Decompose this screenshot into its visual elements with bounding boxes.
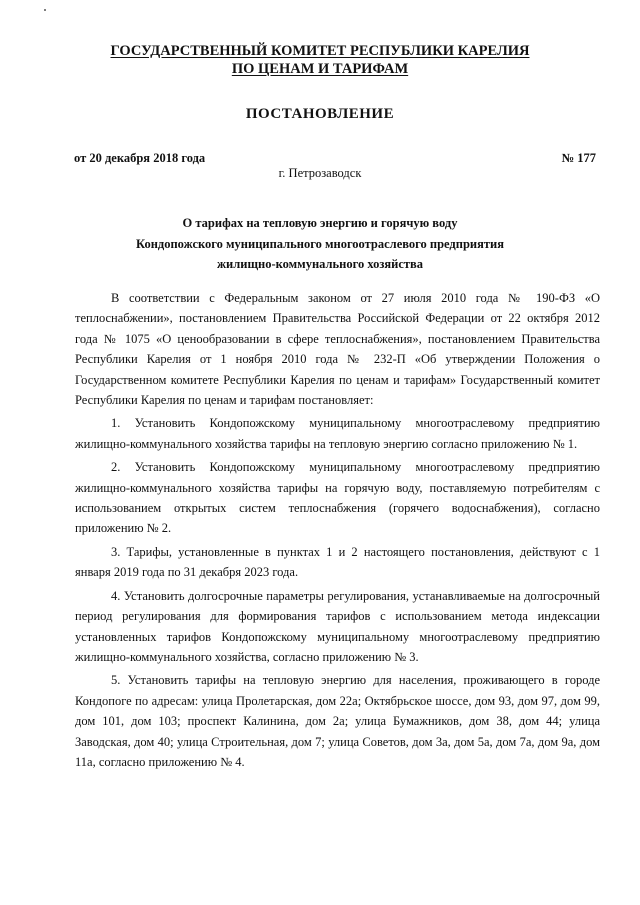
issuing-authority — [0, 42, 640, 78]
subject-line-2: Кондопожского муниципального многоотраслевого предприятия — [136, 236, 504, 251]
scan-artifact — [44, 9, 46, 11]
document-city: г. Петрозаводск — [278, 166, 362, 180]
document-subject — [0, 213, 640, 275]
subject-line-3: жилищно-коммунального хозяйства — [216, 257, 424, 271]
clause-1: 1. Установить Кондопожскому муниципальному многоотраслевому предприятию жилищно-коммунального хозяйства тарифы на тепловую энергию согласно приложению № 1. — [75, 416, 600, 451]
clause-3: 3. Тарифы, установленные в пунктах 1 и 2 настоящего постановления, действуют с 1 января 2019 года по 31 декабря 2023 года. — [75, 544, 600, 580]
clause-5: 5. Установить тарифы на тепловую энергию для населения, проживающего в городе Кондопоге по адресам: улица Пролетарская, дом 22а; Октябрьское шоссе, дом 93, дом 97, дом 99, дом 101, дом 103; проспект Калинина, дом 2а; улица Бумажников, дом 38, дом 44; улица Заводская, дом 40; улица Строительная, дом 7; улица Советов, дом 3а, дом 5а, дом 7а, дом 9а, дом 11а, согласно приложению № 4. — [75, 673, 600, 769]
document-date: от 20 декабря 2018 года — [74, 151, 206, 165]
clause-2: 2. Установить Кондопожскому муниципальному многоотраслевому предприятию жилищно-коммунального хозяйства тарифы на горячую воду, поставляемую потребителям с использованием открытых систем теплоснабжения (горячего водоснабжения), согласно приложению № 2. — [75, 460, 600, 536]
document-body — [75, 288, 600, 772]
authority-line-2: ПО ЦЕНАМ И ТАРИФАМ — [231, 61, 409, 77]
authority-line-1: ГОСУДАРСТВЕННЫЙ КОМИТЕТ РЕСПУБЛИКИ КАРЕЛИЯ — [110, 43, 530, 59]
preamble-paragraph: В соответствии с Федеральным законом от 27 июля 2010 года № 190-ФЗ «О теплоснабжении», постановлением Правительства Российской Федерации от 22 октября 2012 года № 1075 «О ценообразовании в сфере теплоснабжения», постановлением Правительства Республики Карелия от 1 ноября 2010 года № 232-П «Об утверждении Положения о Государственном комитете Республики Карелия по ценам и тарифам» Государственный комитет Республики Карелия по ценам и тарифам постановляет: — [75, 291, 600, 408]
subject-line-1: О тарифах на тепловую энергию и горячую воду — [182, 216, 458, 230]
clause-4: 4. Установить долгосрочные параметры регулирования, устанавливаемые на долгосрочный период регулирования для формирования тарифов с использованием метода индексации установленных тарифов Кондопожскому муниципальному многоотраслевому предприятию жилищно-коммунального хозяйства, согласно приложению № 3. — [75, 588, 600, 664]
document-type-heading: ПОСТАНОВЛЕНИЕ — [245, 106, 395, 122]
document-number: № 177 — [561, 151, 596, 165]
